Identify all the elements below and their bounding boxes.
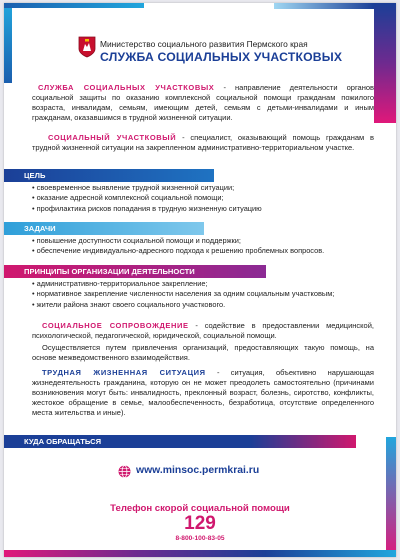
website-link[interactable]: www.minsoc.permkrai.ru [136, 465, 260, 476]
contact-heading: КУДА ОБРАЩАТЬСЯ [4, 435, 356, 448]
decor-stripe [4, 3, 144, 8]
list-item: • оказание адресной комплексной социальной помощи; [32, 193, 262, 203]
perm-crest-icon [78, 36, 96, 58]
globe-icon [118, 465, 131, 478]
def-officer: - специалист, оказывающий помощь гражданам в трудной жизненной ситуации на закрепленном административно-территориальном участке. [32, 133, 374, 152]
ministry-name: Министерство социального развития Пермского края [100, 39, 308, 49]
term-support: СОЦИАЛЬНОЕ СОПРОВОЖДЕНИЕ [42, 321, 189, 330]
hotline-number[interactable]: 129 [184, 513, 216, 534]
leaflet-page [4, 3, 396, 557]
tasks-heading: ЗАДАЧИ [4, 222, 204, 235]
list-item: • своевременное выявление трудной жизненной ситуации; [32, 183, 262, 193]
decor-stripe [4, 3, 12, 83]
term-hardship: ТРУДНАЯ ЖИЗНЕННАЯ СИТУАЦИЯ [42, 368, 206, 377]
def-service: - направление деятельности органов социальной защиты по оказанию комплексной социальной помощи гражданам пожилого возраста, инвалидам, семьям, имеющим детей, семьям с детьми-инвалидами и иным гражданам, оказавшимся в трудной жизненной ситуации. [32, 83, 374, 122]
def-hardship: - ситуация, объективно нарушающая жизнедеятельность гражданина, которую он не может преодолеть самостоятельно (причинами возникновения могут быть: инвалидность, преклонный возраст, болезнь, сиротство, конфликты, жестокое обращение в семье, малообеспеченность, безработица, отсутствие определенного места жительства и иные). [32, 368, 374, 417]
term-service: СЛУЖБА СОЦИАЛЬНЫХ УЧАСТКОВЫХ [38, 83, 215, 92]
list-item: • жители района знают своего социального участкового. [32, 300, 334, 310]
phone-number[interactable]: 8-800-100-83-05 [175, 535, 225, 542]
tasks-list [32, 236, 324, 257]
goal-list [32, 183, 262, 214]
list-item: • нормативное закрепление численности населения за одним социальным участковым; [32, 289, 334, 299]
page-title: СЛУЖБА СОЦИАЛЬНЫХ УЧАСТКОВЫХ [100, 50, 343, 64]
list-item: • обеспечение индивидуально-адресного подхода к решению проблемных вопросов. [32, 246, 324, 256]
intro-paragraph-1 [32, 83, 374, 123]
decor-stripe [374, 3, 396, 123]
principles-heading: ПРИНЦИПЫ ОРГАНИЗАЦИИ ДЕЯТЕЛЬНОСТИ [4, 265, 266, 278]
support-extra: Осуществляется путем привлечения организаций, предоставляющих такую помощь, на основе межведомственного взаимодействия. [32, 343, 374, 362]
goal-heading: ЦЕЛЬ [4, 169, 214, 182]
list-item: • повышение доступности социальной помощи и поддержки; [32, 236, 324, 246]
def-support: - содействие в предоставлении медицинской, психологической, педагогической, юридической, социальной помощи. [32, 321, 374, 340]
intro-paragraph-2 [32, 133, 374, 153]
list-item: • профилактика рисков попадания в трудную жизненную ситуацию [32, 204, 262, 214]
list-item: • административно-территориальное закрепление; [32, 279, 334, 289]
decor-stripe [4, 550, 396, 557]
term-officer: СОЦИАЛЬНЫЙ УЧАСТКОВЫЙ [48, 133, 177, 142]
principles-list [32, 279, 334, 310]
decor-stripe [274, 3, 374, 9]
hotline-label: Телефон скорой социальной помощи [110, 503, 290, 514]
support-paragraph [32, 321, 374, 341]
hardship-paragraph [32, 368, 374, 418]
